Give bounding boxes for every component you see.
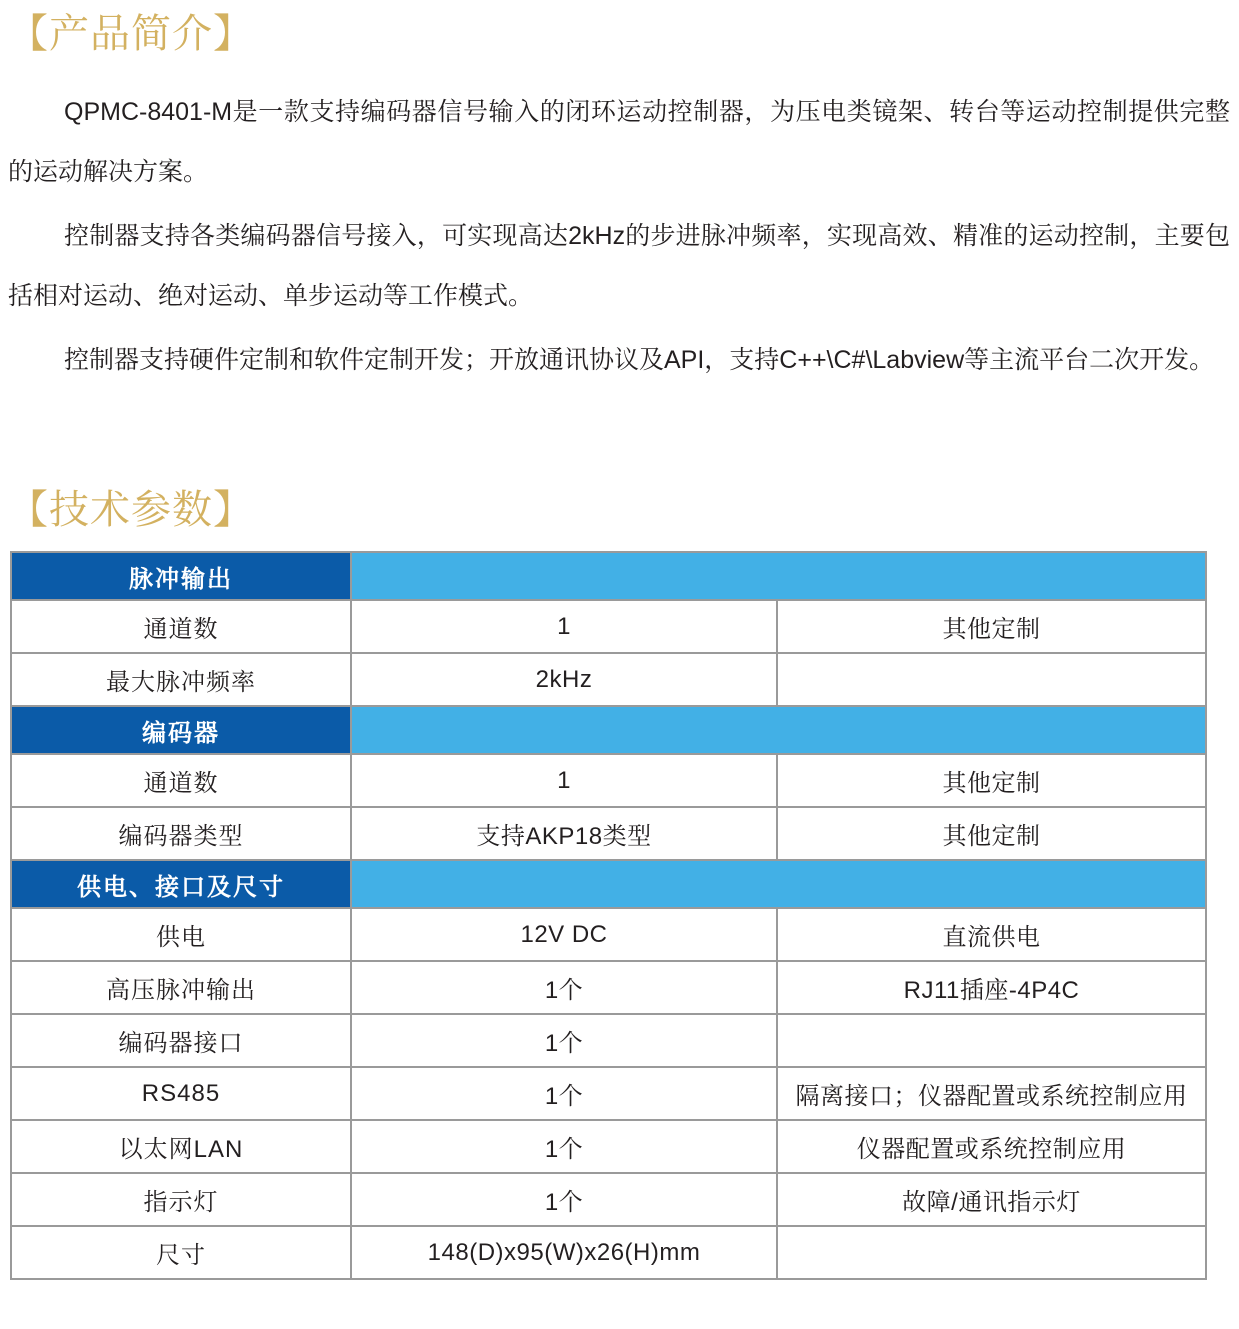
spec-value-cell: 1个 — [351, 1014, 777, 1067]
table-row — [11, 653, 1206, 706]
spec-value-cell: 12V DC — [351, 908, 777, 961]
spec-group-title: 供电、接口及尺寸 — [11, 860, 351, 908]
spec-group-title: 编码器 — [11, 706, 351, 754]
spec-note-cell: 其他定制 — [777, 754, 1206, 807]
spec-value-cell: 1 — [351, 600, 777, 653]
product-intro-paragraph-1: QPMC-8401-M是一款支持编码器信号输入的闭环运动控制器，为压电类镜架、转台等运动控制提供完整的运动解决方案。 — [8, 98, 1230, 186]
spec-label-cell: 高压脉冲输出 — [11, 961, 351, 1014]
spec-note-cell — [777, 1014, 1206, 1067]
spec-note-cell: 其他定制 — [777, 807, 1206, 860]
spec-label-cell: 指示灯 — [11, 1173, 351, 1226]
spec-group-banner — [351, 706, 1206, 754]
spec-note-cell — [777, 653, 1206, 706]
table-row — [11, 1226, 1206, 1279]
spec-group-title: 脉冲输出 — [11, 552, 351, 600]
spec-label-cell: 通道数 — [11, 754, 351, 807]
product-intro-paragraph-2: 控制器支持各类编码器信号接入，可实现高达2kHz的步进脉冲频率，实现高效、精准的运动控制，主要包括相对运动、绝对运动、单步运动等工作模式。 — [8, 222, 1230, 310]
spec-label-cell: 编码器接口 — [11, 1014, 351, 1067]
tech-specs-table — [10, 551, 1207, 1280]
table-row — [11, 807, 1206, 860]
spec-note-cell: 隔离接口；仪器配置或系统控制应用 — [777, 1067, 1206, 1120]
table-row — [11, 600, 1206, 653]
spec-value-cell: 1个 — [351, 1120, 777, 1173]
spec-label-cell: 最大脉冲频率 — [11, 653, 351, 706]
product-intro-body — [8, 82, 1230, 390]
spec-value-cell: 2kHz — [351, 653, 777, 706]
table-row — [11, 1014, 1206, 1067]
tech-specs-heading: 【技术参数】 — [8, 488, 254, 532]
spec-value-cell: 1个 — [351, 1067, 777, 1120]
spec-label-cell: RS485 — [11, 1067, 351, 1120]
spec-group-row — [11, 552, 1206, 600]
spec-note-cell: RJ11插座-4P4C — [777, 961, 1206, 1014]
spec-value-cell: 148(D)x95(W)x26(H)mm — [351, 1226, 777, 1279]
spec-label-cell: 供电 — [11, 908, 351, 961]
table-row — [11, 908, 1206, 961]
spec-note-cell: 故障/通讯指示灯 — [777, 1173, 1206, 1226]
table-row — [11, 1120, 1206, 1173]
spec-group-banner — [351, 552, 1206, 600]
table-row — [11, 754, 1206, 807]
spec-note-cell: 直流供电 — [777, 908, 1206, 961]
spec-group-banner — [351, 860, 1206, 908]
spec-value-cell: 1个 — [351, 961, 777, 1014]
spec-note-cell: 仪器配置或系统控制应用 — [777, 1120, 1206, 1173]
table-row — [11, 1067, 1206, 1120]
spec-note-cell — [777, 1226, 1206, 1279]
spec-value-cell: 1 — [351, 754, 777, 807]
spec-label-cell: 以太网LAN — [11, 1120, 351, 1173]
tech-specs-table-wrap — [10, 551, 1205, 1280]
product-intro-paragraph-3: 控制器支持硬件定制和软件定制开发；开放通讯协议及API，支持C++\C#\Labview等主流平台二次开发。 — [64, 346, 1215, 374]
spec-group-row — [11, 860, 1206, 908]
product-intro-heading: 【产品简介】 — [8, 12, 254, 56]
spec-group-row — [11, 706, 1206, 754]
spec-label-cell: 编码器类型 — [11, 807, 351, 860]
spec-value-cell: 支持AKP18类型 — [351, 807, 777, 860]
table-row — [11, 1173, 1206, 1226]
spec-note-cell: 其他定制 — [777, 600, 1206, 653]
table-row — [11, 961, 1206, 1014]
spec-label-cell: 通道数 — [11, 600, 351, 653]
spec-label-cell: 尺寸 — [11, 1226, 351, 1279]
spec-value-cell: 1个 — [351, 1173, 777, 1226]
